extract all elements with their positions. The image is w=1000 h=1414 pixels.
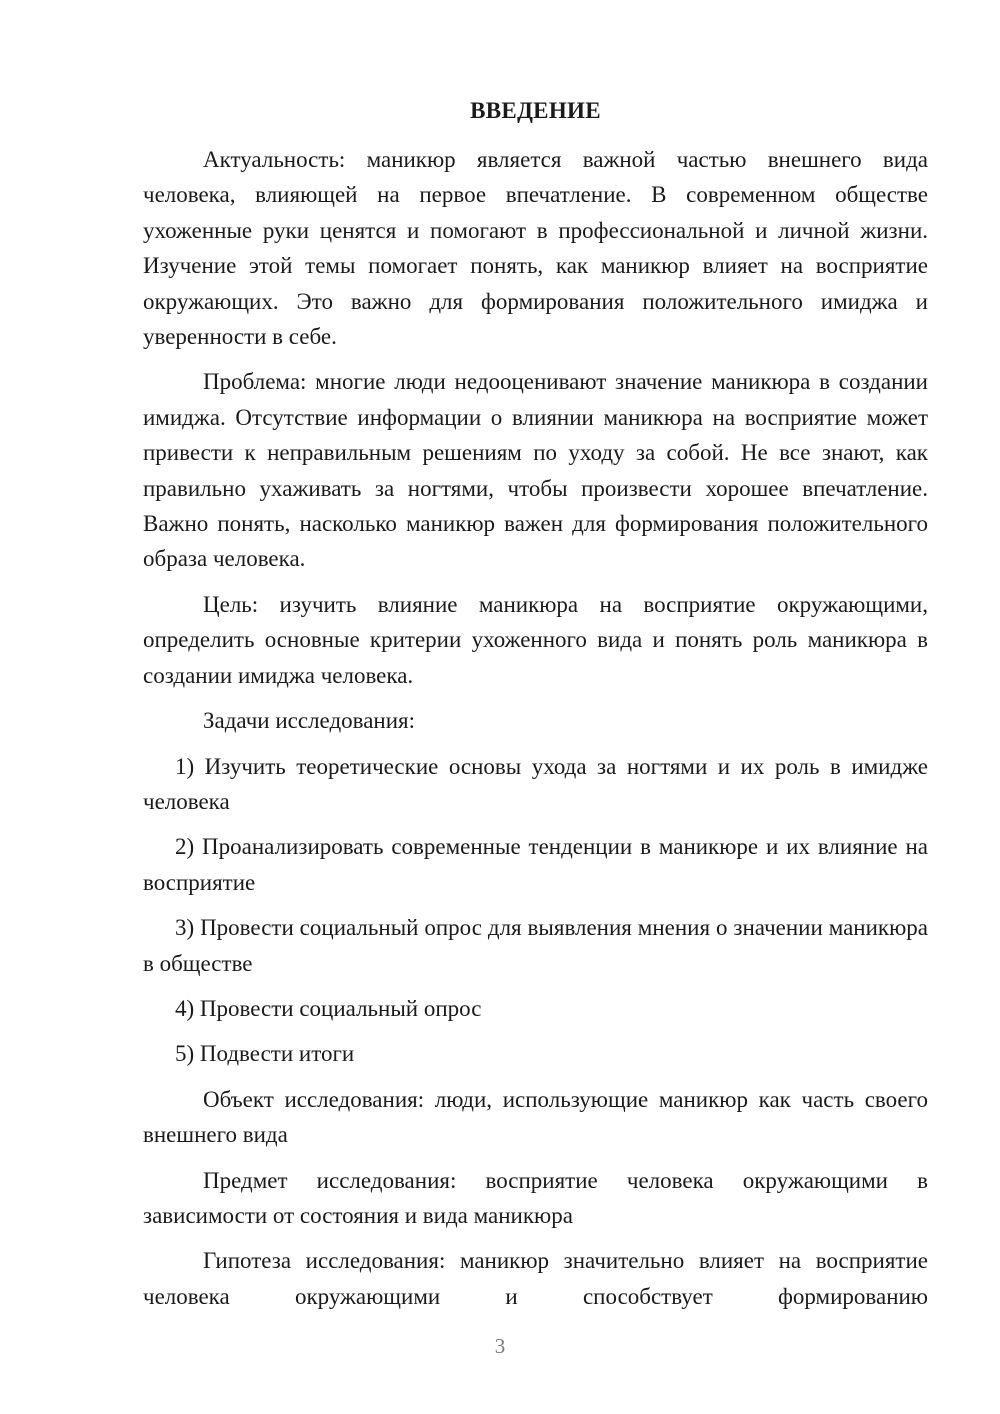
tasks-heading: Задачи исследования: bbox=[203, 708, 416, 734]
list-item: 3) Провести социальный опрос для выявления мнения о значении маникюра в обществе bbox=[143, 915, 928, 976]
list-item: 2) Проанализировать современные тенденции в маникюре и их влияние на восприятие bbox=[143, 834, 928, 895]
paragraph-relevance: Актуальность: маникюр является важной частью внешнего вида человека, влияющей на первое впечатление. В современном обществе ухоженные руки ценятся и помогают в профессиональной и личной жизни. Изучение этой темы помогает понять, как маникюр влияет на восприятие окружающих. Это важно для формирования положительного имиджа и уверенности в себе. bbox=[143, 147, 928, 350]
paragraph-hypothesis: Гипотеза исследования: маникюр значительно влияет на восприятие человека окружающими и способствует формированию bbox=[143, 1248, 928, 1309]
paragraph-subject: Предмет исследования: восприятие человека окружающими в зависимости от состояния и вида маникюра bbox=[143, 1167, 928, 1228]
list-item: 4) Провести социальный опрос bbox=[175, 995, 482, 1021]
paragraph-goal: Цель: изучить влияние маникюра на восприятие окружающими, определить основные критерии ухоженного вида и понять роль маникюра в создании имиджа человека. bbox=[143, 591, 928, 688]
page-number: 3 bbox=[494, 1334, 506, 1358]
document-body bbox=[143, 142, 928, 1324]
paragraph-problem: Проблема: многие люди недооценивают значение маникюра в создании имиджа. Отсутствие информации о влиянии маникюра на восприятие может привести к неправильным решениям по уходу за собой. Не все знают, как правильно ухаживать за ногтями, чтобы произвести хорошее впечатление. Важно понять, насколько маникюр важен для формирования положительного образа человека. bbox=[143, 369, 928, 572]
list-item: 5) Подвести итоги bbox=[175, 1041, 355, 1067]
page-title: ВВЕДЕНИЕ bbox=[470, 98, 601, 123]
paragraph-object: Объект исследования: люди, использующие маникюр как часть своего внешнего вида bbox=[143, 1086, 928, 1148]
list-item: 1) Изучить теоретические основы ухода за ногтями и их роль в имидже человека bbox=[143, 753, 928, 814]
